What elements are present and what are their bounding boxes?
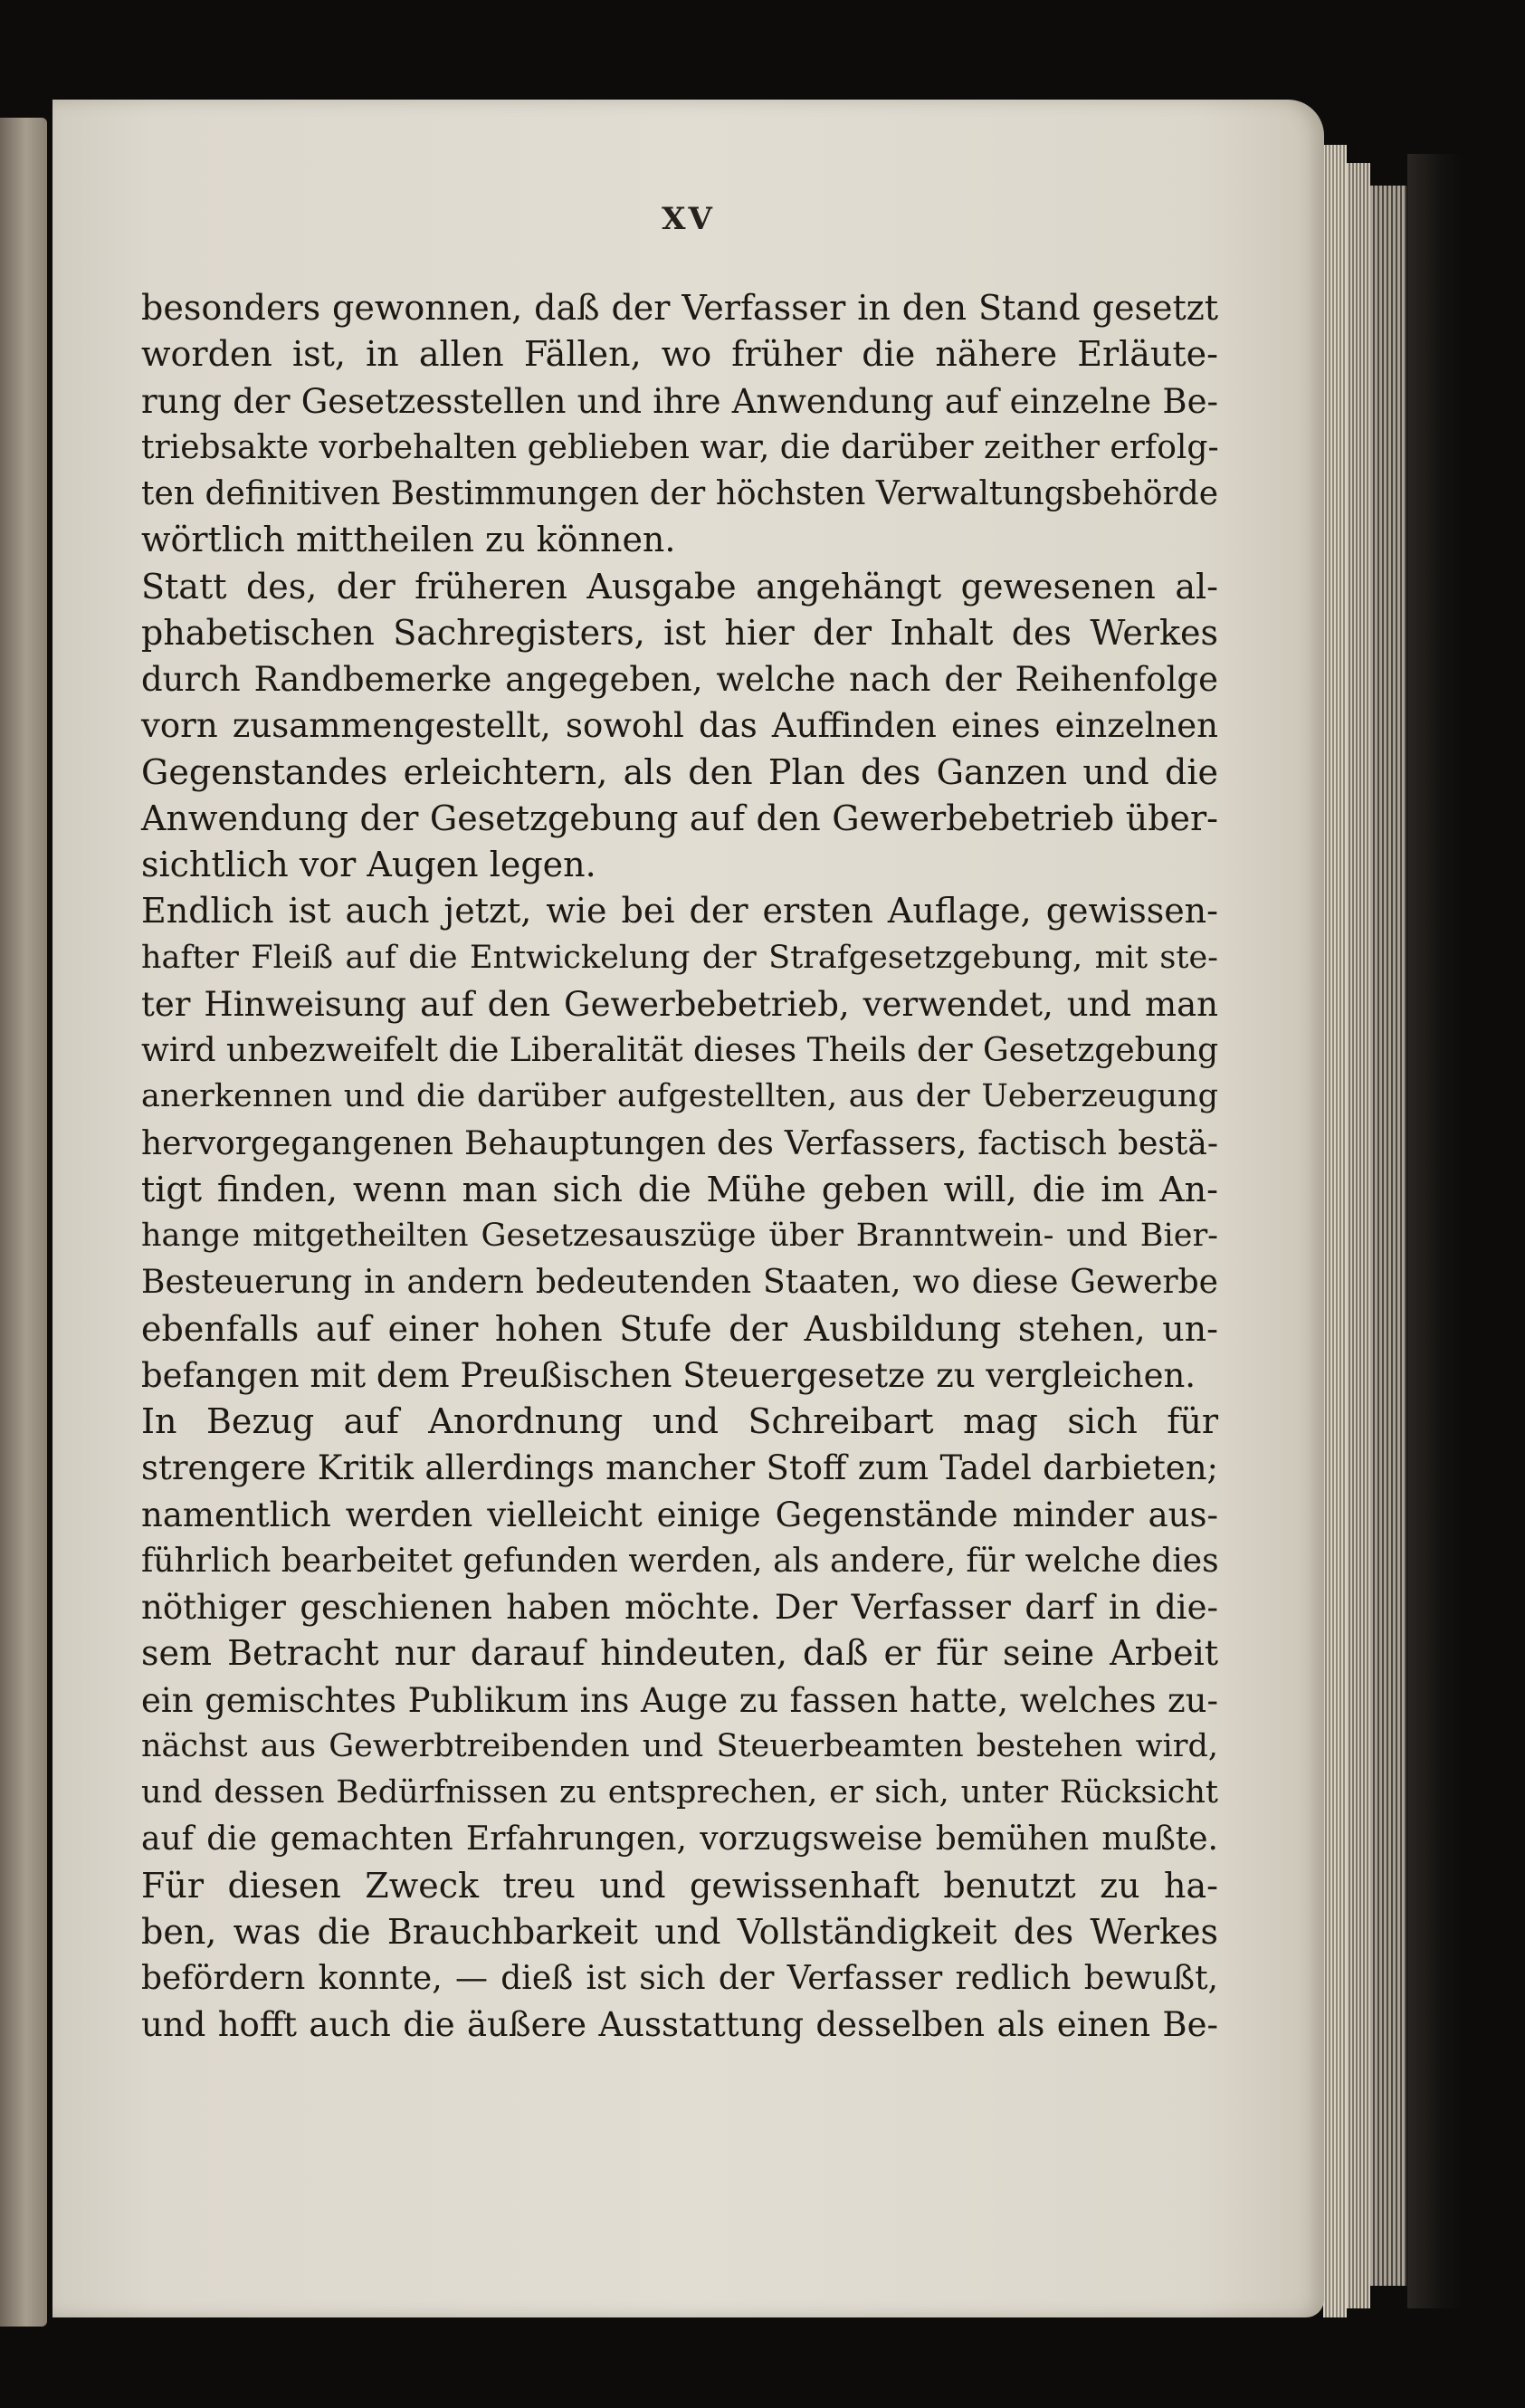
text-line: ben, was die Brauchbarkeit und Vollständigkeit des Werkes [141,1911,1218,1952]
text-line: sem Betracht nur darauf hindeuten, daß er für seine Arbeit [141,1633,1218,1674]
text-line: wörtlich mittheilen zu können. [141,520,676,560]
page-stack [1323,145,1347,2317]
text-line: Gegenstandes erleichtern, als den Plan des Ganzen und die [141,751,1218,792]
text-line: ein gemischtes Publikum ins Auge zu fassen hatte, welches zu- [141,1680,1218,1720]
text-line: nächst aus Gewerbtreibenden und Steuerbeamten bestehen wird, [141,1727,1218,1764]
text-line: ter Hinweisung auf den Gewerbebetrieb, verwendet, und man [141,984,1218,1024]
book-page [52,100,1324,2317]
text-line: triebsakte vorbehalten geblieben war, die darüber zeither erfolg- [141,428,1219,466]
text-line: Besteuerung in andern bedeutenden Staaten, wo diese Gewerbe [141,1264,1218,1302]
text-line: vorn zusammengestellt, sowohl das Auffinden eines einzelnen [141,706,1218,746]
book-cover-edge [1407,154,1462,2308]
text-line: sichtlich vor Augen legen. [141,845,596,884]
text-line: Für diesen Zweck treu und gewissenhaft benutzt zu ha- [141,1865,1218,1906]
text-line: In Bezug auf Anordnung und Schreibart mag sich für [141,1401,1218,1441]
text-line: befangen mit dem Preußischen Steuergesetze zu vergleichen. [141,1355,1196,1395]
text-line: strengere Kritik allerdings mancher Stoff zum Tadel darbieten; [141,1448,1218,1488]
body-text [141,285,1218,2049]
text-line: Statt des, der früheren Ausgabe angehängt gewesenen al- [141,566,1218,607]
text-line: führlich bearbeitet gefunden werden, als andere, für welche dies [141,1542,1219,1580]
text-line: wird unbezweifelt die Liberalität dieses Theils der Gesetzgebung [141,1032,1219,1069]
text-line: ten definitiven Bestimmungen der höchsten Verwaltungsbehörde [141,475,1218,512]
text-line: besonders gewonnen, daß der Verfasser in den Stand gesetzt [141,288,1218,328]
text-line: Endlich ist auch jetzt, wie bei der ersten Auflage, gewissen- [141,891,1218,932]
text-line: tigt finden, wenn man sich die Mühe geben will, die im An- [141,1169,1218,1209]
text-line: phabetischen Sachregisters, ist hier der Inhalt des Werkes [141,612,1218,653]
page-stack [1370,186,1406,2286]
text-line: auf die gemachten Erfahrungen, vorzugsweise bemühen mußte. [141,1820,1218,1859]
text-line: durch Randbemerke angegeben, welche nach der Reihenfolge [141,660,1218,699]
text-line: anerkennen und die darüber aufgestellten, aus der Ueberzeugung [141,1078,1218,1115]
text-line: namentlich werden vielleicht einige Gegenstände minder aus- [141,1495,1218,1534]
text-line: und hofft auch die äußere Ausstattung desselben als einen Be- [141,2005,1218,2045]
text-line: befördern konnte, — dieß ist sich der Verfasser redlich bewußt, [141,1960,1218,1997]
text-line: und dessen Bedürfnissen zu entsprechen, er sich, unter Rücksicht [141,1774,1218,1811]
left-page-edge [0,118,47,2327]
text-line: hervorgegangenen Behauptungen des Verfassers, factisch bestä- [141,1124,1218,1162]
text-line: hange mitgetheilten Gesetzesauszüge über Branntwein- und Bier- [141,1218,1218,1254]
text-line: Anwendung der Gesetzgebung auf den Gewerbebetrieb über- [141,798,1218,838]
text-line: ebenfalls auf einer hohen Stufe der Ausbildung stehen, un- [141,1308,1218,1349]
page-stack [1347,163,1370,2308]
page-number: XV [662,201,715,237]
text-line: hafter Fleiß auf die Entwickelung der Strafgesetzgebung, mit ste- [141,939,1218,976]
text-line: worden ist, in allen Fällen, wo früher die nähere Erläute- [141,334,1218,375]
text-line: nöthiger geschienen haben möchte. Der Verfasser darf in die- [141,1588,1218,1627]
text-line: rung der Gesetzesstellen und ihre Anwendung auf einzelne Be- [141,381,1218,421]
